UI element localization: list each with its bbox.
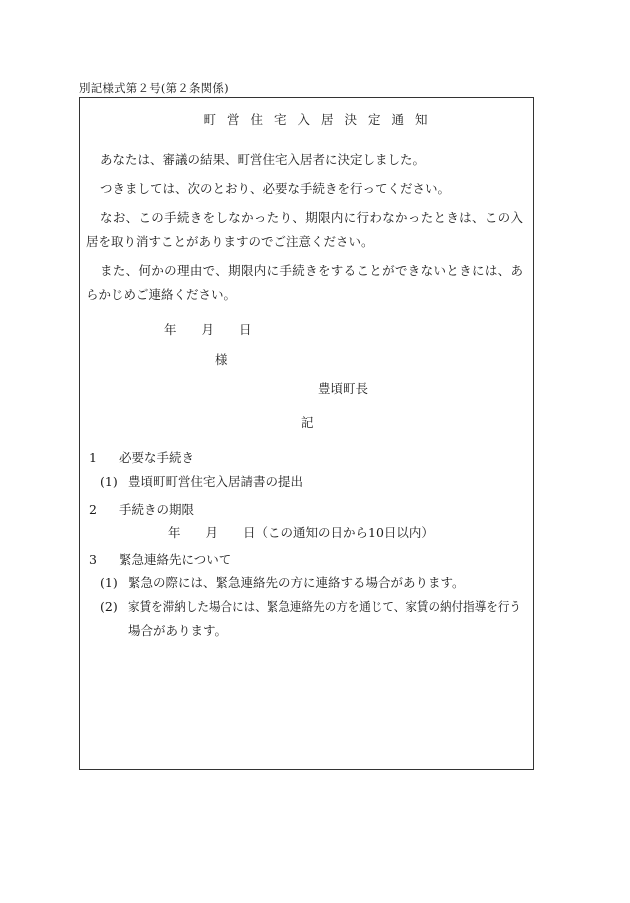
item-3-sub-2-text: 家賃を滞納した場合には、緊急連絡先の方を通じて、家賃の納付指導を行う [128,599,521,614]
item-2-heading: 手続きの期限 [119,502,195,517]
item-2-deadline: 年 月 日（この通知の日から10日以内） [168,525,434,540]
paragraph-4-line-2: らかじめご連絡ください。 [86,287,237,302]
paragraph-3-line-1: なお、この手続きをしなかったり、期限内に行わなかったときは、この入 [100,210,524,225]
item-3-sub-2-text-line-2: 場合があります。 [128,623,228,638]
item-3-number: 3 [89,552,97,567]
paragraph-2: つきましては、次のとおり、必要な手続きを行ってください。 [100,181,451,196]
document-title: 町営住宅入居決定通知 [203,112,439,127]
notice-frame [79,97,534,770]
paragraph-3-line-2: 居を取り消すことがありますのでご注意ください。 [86,234,374,249]
item-3-sub-2-number: (2) [100,599,118,614]
item-1-heading: 必要な手続き [119,450,195,465]
paragraph-1: あなたは、審議の結果、町営住宅入居者に決定しました。 [100,152,426,167]
issuer-name: 豊頃町長 [318,381,369,396]
item-2-number: 2 [89,502,97,517]
item-3-heading: 緊急連絡先について [119,552,232,567]
addressee-suffix: 様 [215,352,228,367]
item-3-sub-1-number: (1) [100,575,118,590]
form-number-label: 別記様式第２号(第２条関係) [79,81,229,95]
item-1-sub-1-number: (1) [100,474,118,489]
item-1-sub-1-text: 豊頃町町営住宅入居請書の提出 [128,474,304,489]
ki-label: 記 [301,415,314,430]
notice-date: 年 月 日 [164,322,252,337]
item-1-number: 1 [89,450,97,465]
paragraph-4-line-1: また、何かの理由で、期限内に手続きをすることができないときには、あ [100,263,524,278]
item-3-sub-1-text: 緊急の際には、緊急連絡先の方に連絡する場合があります。 [128,575,465,590]
